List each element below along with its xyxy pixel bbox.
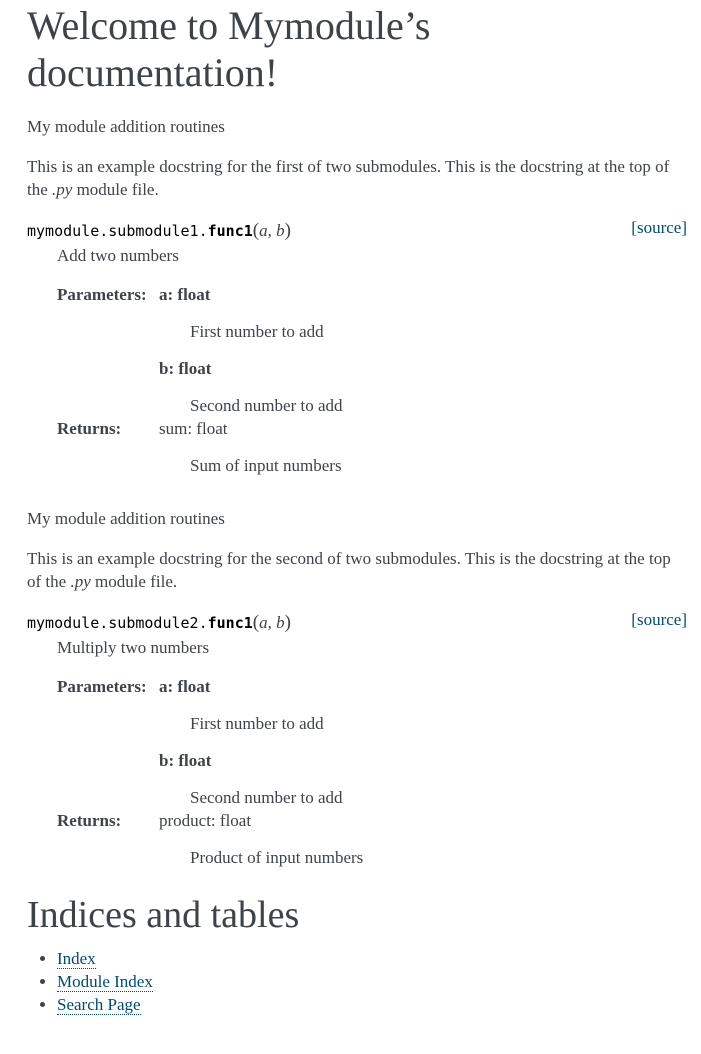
returns-field: [57, 809, 687, 869]
list-item: [57, 947, 687, 970]
module-intro: My module addition routines: [27, 117, 225, 136]
list-item: [57, 970, 687, 993]
function-summary: Multiply two numbers: [57, 638, 210, 657]
indices-heading: Indices and tables: [27, 894, 300, 936]
param-description: Second number to add: [190, 788, 343, 807]
signature-open-paren: (: [252, 612, 260, 633]
signature-function-name: func1: [207, 614, 253, 632]
module-index-link[interactable]: Module Index: [57, 972, 153, 991]
parameters-label: Parameters:: [57, 285, 147, 304]
docstring-text-end: module file.: [72, 180, 159, 199]
signature-prefix: mymodule.submodule1.: [27, 222, 208, 240]
signature-arg-a: a: [259, 613, 268, 632]
indices-list: [27, 947, 687, 1016]
param-name: a: float: [159, 285, 211, 304]
param-item: [159, 357, 687, 417]
returns-label: Returns:: [57, 811, 122, 830]
function-description: [57, 244, 687, 477]
signature-arg-b: b: [276, 613, 285, 632]
returns-label: Returns:: [57, 419, 122, 438]
signature-close-paren: ): [284, 220, 291, 241]
param-item: [159, 283, 687, 343]
parameters-field: [57, 675, 687, 809]
list-item: [57, 993, 687, 1016]
function-signature: [27, 218, 687, 244]
index-link[interactable]: Index: [57, 949, 96, 968]
signature-prefix: mymodule.submodule2.: [27, 614, 208, 632]
docstring-text: This is an example docstring for the second of two submodules. This is the docstring at the top of the: [27, 549, 671, 591]
function-summary: Add two numbers: [57, 246, 179, 265]
docstring-emphasis: .py: [70, 572, 91, 591]
field-list: [57, 283, 687, 477]
param-name: b: float: [159, 751, 212, 770]
parameters-field: [57, 283, 687, 417]
signature-comma: ,: [267, 613, 277, 632]
param-description: Second number to add: [190, 396, 343, 415]
signature-comma: ,: [267, 221, 277, 240]
module-section-2: [27, 507, 687, 869]
search-page-link[interactable]: Search Page: [57, 995, 141, 1014]
signature-close-paren: ): [284, 612, 291, 633]
return-description: Sum of input numbers: [190, 456, 342, 475]
param-description: First number to add: [190, 714, 324, 733]
source-link[interactable]: [source]: [631, 218, 687, 237]
signature-function-name: func1: [207, 222, 253, 240]
module-docstring: [27, 155, 687, 201]
param-description: First number to add: [190, 322, 324, 341]
param-item: [159, 675, 687, 735]
docstring-text-end: module file.: [90, 572, 178, 591]
param-name: a: float: [159, 677, 211, 696]
module-intro: My module addition routines: [27, 509, 225, 528]
returns-field: [57, 417, 687, 477]
docstring-text: This is an example docstring for the first of two submodules. This is the docstring at the top of the: [27, 157, 670, 199]
function-description: [57, 636, 687, 869]
module-docstring: [27, 547, 687, 593]
parameters-label: Parameters:: [57, 677, 147, 696]
return-name: sum: float: [159, 419, 228, 438]
module-section-1: [27, 115, 687, 477]
return-item: [159, 417, 687, 477]
function-signature: [27, 610, 687, 636]
param-name: b: float: [159, 359, 212, 378]
page-title: Welcome to Mymodule’s documentation!: [27, 3, 431, 95]
source-link[interactable]: [source]: [631, 610, 687, 629]
signature-arg-a: a: [259, 221, 268, 240]
return-description: Product of input numbers: [190, 848, 364, 867]
docstring-emphasis: .py: [52, 180, 73, 199]
param-item: [159, 749, 687, 809]
return-name: product: float: [159, 811, 252, 830]
signature-open-paren: (: [252, 220, 260, 241]
signature-arg-b: b: [276, 221, 285, 240]
return-item: [159, 809, 687, 869]
field-list: [57, 675, 687, 869]
